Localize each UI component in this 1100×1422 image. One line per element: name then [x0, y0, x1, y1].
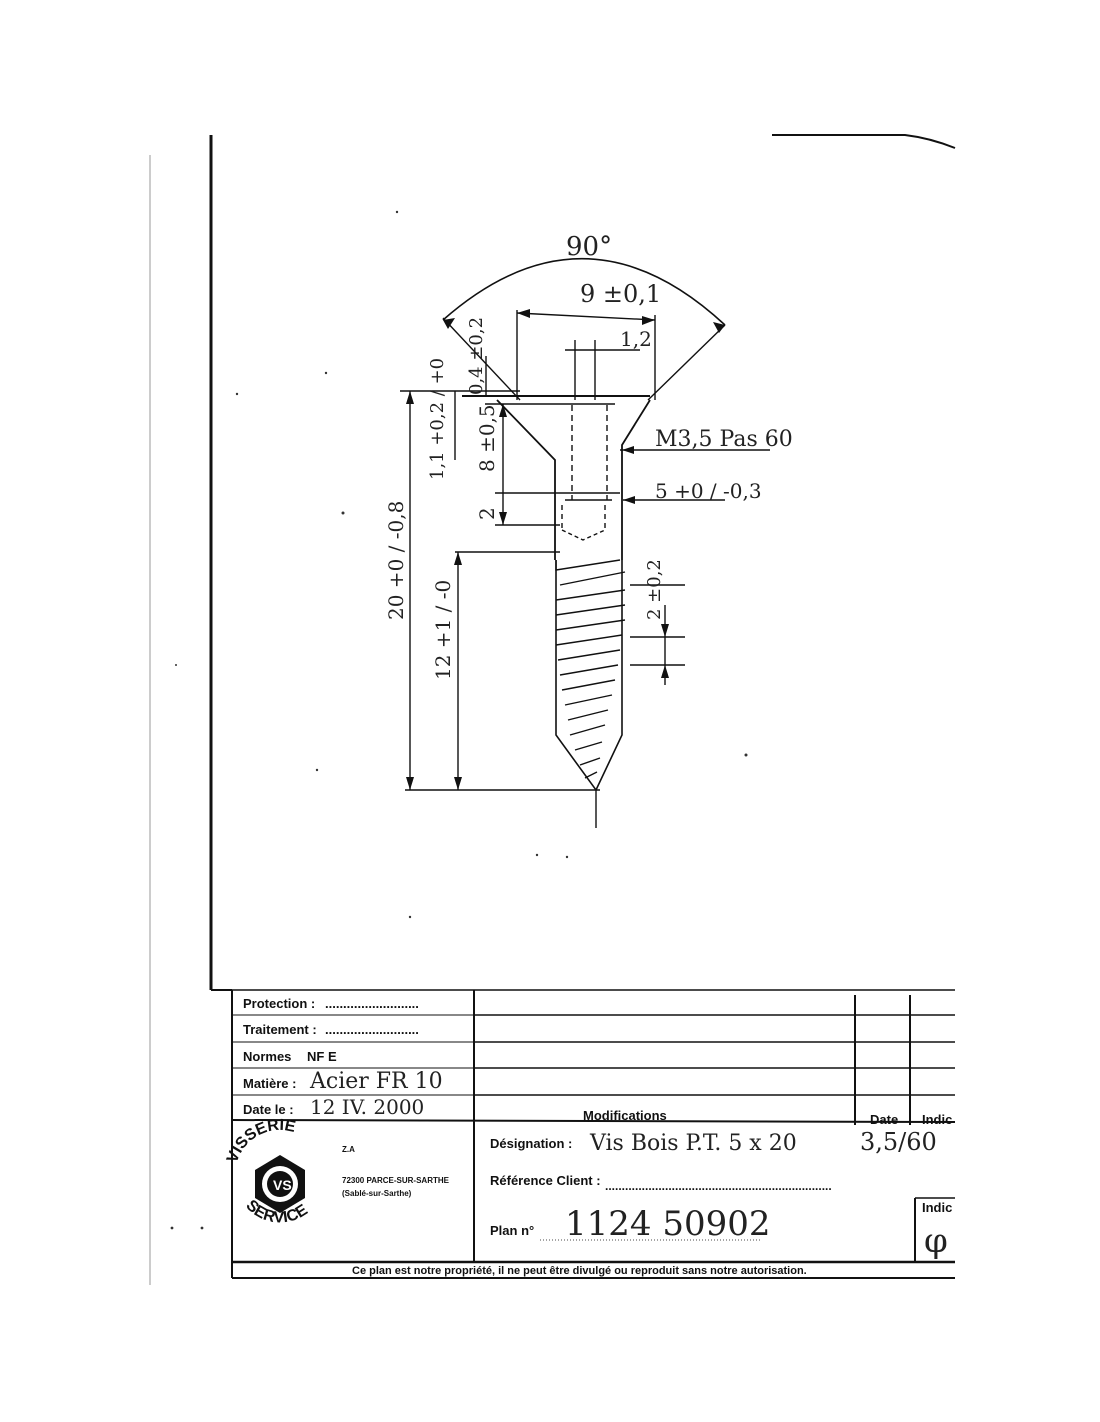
screw-drawing [400, 259, 770, 828]
svg-text:VS: VS [273, 1177, 292, 1193]
indic-value: φ [924, 1221, 948, 1261]
date-column-label: Date [870, 1112, 899, 1127]
traitement-value: .......................... [325, 1022, 419, 1037]
angle-label: 90° [566, 232, 613, 262]
dimension-arrows [406, 309, 725, 790]
matiere-value: Acier FR 10 [310, 1069, 443, 1094]
date-label: Date le : [243, 1102, 294, 1117]
reference-value: .................................................................... [605, 1179, 832, 1193]
threaded-length-label: 12 +1 / -0 [431, 579, 455, 680]
socket-label: 1,2 [620, 327, 652, 351]
designation-label: Désignation : [490, 1136, 573, 1151]
indic-column-label: Indic [922, 1112, 953, 1127]
internal-thread-label: M3,5 Pas 60 [655, 427, 793, 452]
indic-label: Indic [922, 1200, 953, 1215]
traitement-label: Traitement : [243, 1022, 317, 1037]
plan-label: Plan n° [490, 1223, 535, 1238]
protection-value: .......................... [325, 996, 419, 1011]
plan-value: 1124 50902 [565, 1204, 771, 1244]
head-height-label: 0,4 ±0,2 [466, 316, 487, 395]
company-address-2: 72300 PARCE-SUR-SARTHE [342, 1176, 449, 1185]
pitch-label: 2 ±0,2 [644, 559, 665, 620]
company-address-3: (Sablé-sur-Sarthe) [342, 1189, 412, 1198]
date-value: 12 IV. 2000 [310, 1095, 425, 1119]
logo-text-bottom: SERVICE [242, 1196, 311, 1227]
normes-label: Normes [243, 1049, 292, 1064]
reference-label: Référence Client : [490, 1173, 601, 1188]
thread-length-label: 8 ±0,5 [475, 404, 499, 472]
company-logo [224, 1117, 311, 1227]
countersink-label: 1,1 +0,2 / +0 [427, 357, 448, 480]
gap-label: 2 [475, 507, 499, 520]
modifications-label: Modifications [583, 1108, 667, 1123]
matiere-label: Matière : [243, 1076, 297, 1091]
company-address-1: Z.A [342, 1145, 355, 1154]
protection-label: Protection : [243, 996, 316, 1011]
shank-diameter-label: 5 +0 / -0,3 [655, 479, 762, 503]
total-length-label: 20 +0 / -0,8 [384, 500, 408, 620]
logo-text-top: VISSERIE [223, 1116, 298, 1166]
designation-value: Vis Bois P.T. 5 x 20 [590, 1131, 797, 1156]
designation-extra: 3,5/60 [860, 1128, 937, 1156]
head-diameter-label: 9 ±0,1 [580, 280, 662, 308]
normes-value: NF E [307, 1049, 337, 1064]
footer-notice: Ce plan est notre propriété, il ne peut être divulgé ou reproduit sans notre autorisation. [352, 1265, 807, 1277]
